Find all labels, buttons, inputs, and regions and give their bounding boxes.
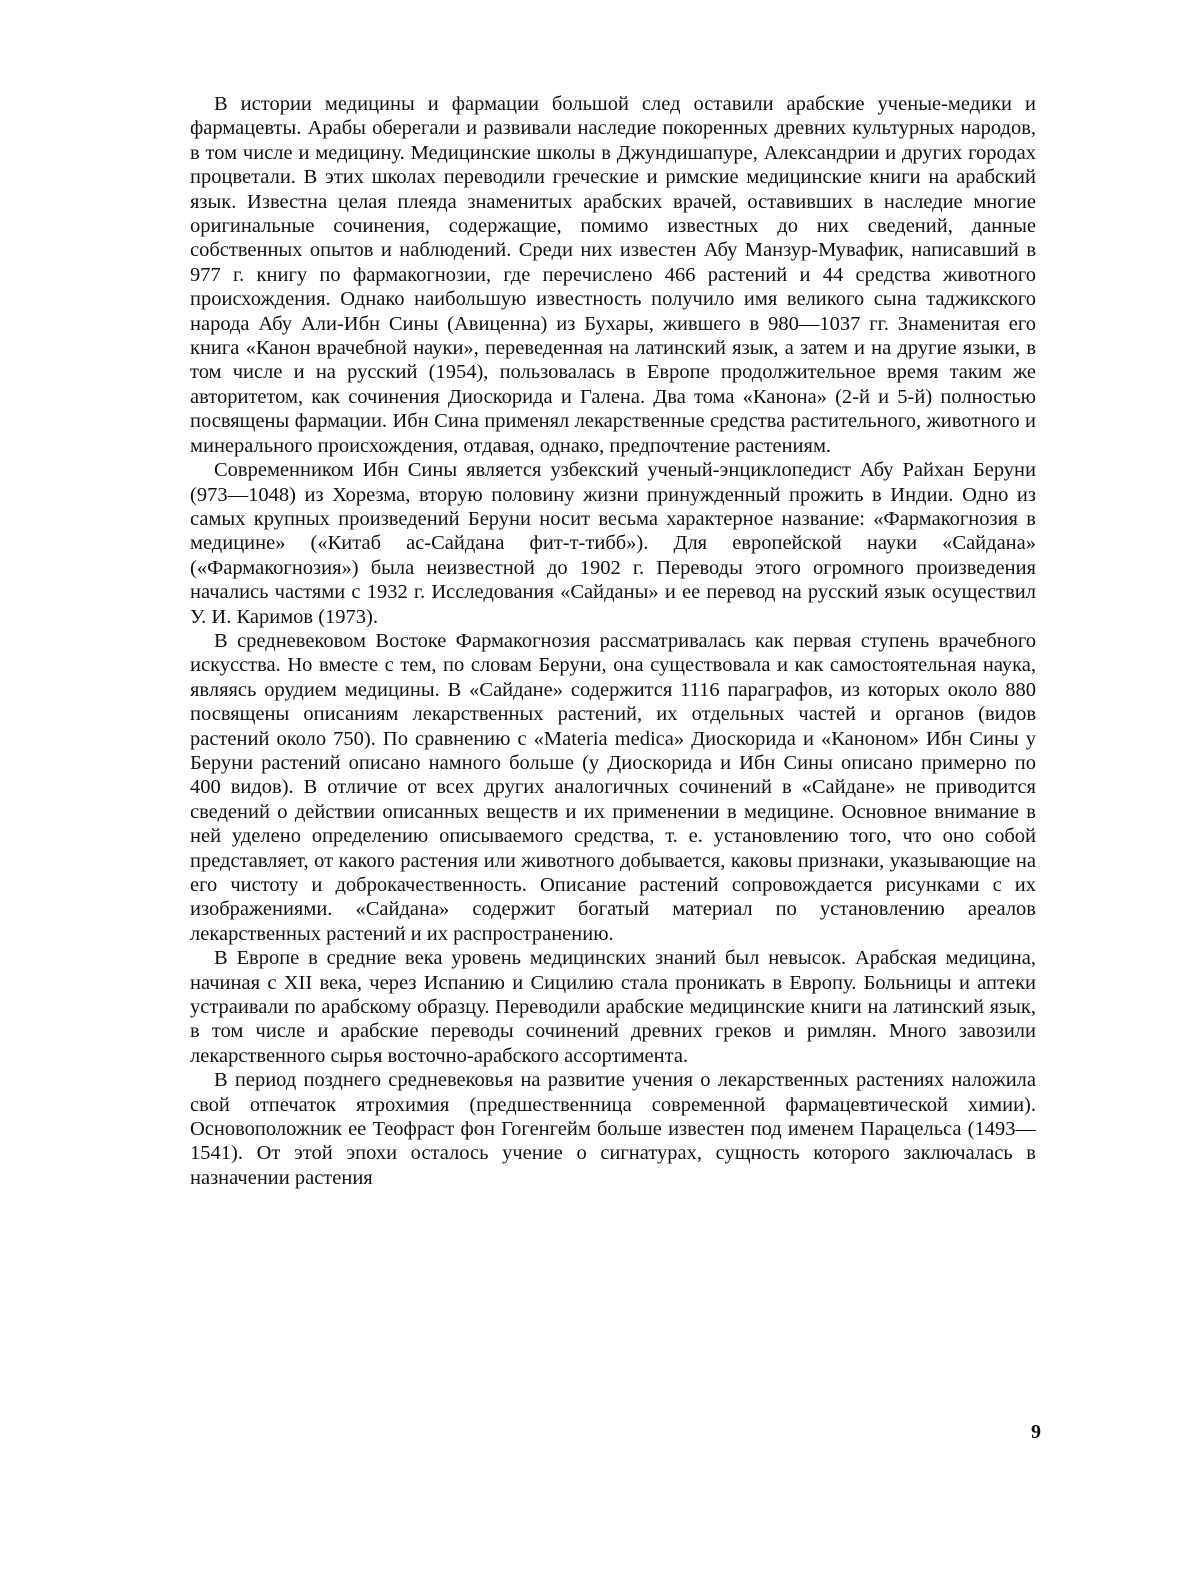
paragraph-saidana: В средневековом Востоке Фармакогнозия рассматривалась как первая ступень врачебного искусства. Но вместе с тем, по словам Беруни, она существовала и как самостоятельная наука, являясь орудием медицины. В «Сайдане» содержится 1116 параграфов, из которых около 880 посвящены описаниям лекарственных растений, их отдельных частей и органов (видов растений около 750). По сравнению с «Materia medica» Диоскорида и «Каноном» Ибн Сины у Беруни растений описано намного больше (у Диоскорида и Ибн Сины описано примерно по 400 видов). В отличие от всех других аналогичных сочинений в «Сайдане» не приводится сведений о действии описанных веществ и их применении в медицине. Основное внимание в ней уделено определению описываемого средства, т. е. установлению того, что оно собой представляет, от какого растения или животного добывается, каковы признаки, указывающие на его чистоту и доброкачественность. Описание растений сопровождается рисунками с их изображениями. «Сайдана» содержит богатый материал по установлению ареалов лекарственных растений и их распространению. [190, 629, 1036, 945]
paragraph-europe-middle-ages: В Европе в средние века уровень медицинских знаний был невысок. Арабская медицина, начиная с XII века, через Испанию и Сицилию стала проникать в Европу. Больницы и аптеки устраивали по арабскому образцу. Переводили арабские медицинские книги на латинский язык, в том числе и арабские переводы сочинений древних греков и римлян. Много завозили лекарственного сырья восточно-арабского ассортимента. [190, 947, 1036, 1067]
paragraph-iatrochemistry: В период позднего средневековья на развитие учения о лекарственных растениях наложила свой отпечаток ятрохимия (предшественница современной фармацевтической химии). Основоположник ее Теофраст фон Гогенгейм больше известен под именем Парацельса (1493—1541). От этой эпохи осталось учение о сигнатурах, сущность которого заключалась в назначении растения [190, 1069, 1036, 1189]
paragraph-beruni: Современником Ибн Сины является узбекский ученый-энциклопедист Абу Райхан Беруни (973—1048) из Хорезма, вторую половину жизни принужденный прожить в Индии. Одно из самых крупных произведений Беруни носит весьма характерное название: «Фармакогнозия в медицине» («Китаб ас-Сайдана фит-т-тибб»). Для европейской науки «Сайдана» («Фармакогнозия») была неизвестной до 1902 г. Переводы этого огромного произведения начались частями с 1932 г. Исследования «Сайданы» и ее перевод на русский язык осуществил У. И. Каримов (1973). [190, 459, 1036, 628]
paragraph-arab-medicine: В истории медицины и фармации большой след оставили арабские ученые-медики и фармацевты. Арабы оберегали и развивали наследие покоренных древних культурных народов, в том числе и медицину. Медицинские школы в Джундишапуре, Александрии и других городах процветали. В этих школах переводили греческие и римские медицинские книги на арабский язык. Известна целая плеяда знаменитых арабских врачей, оставивших в наследие многие оригинальные сочинения, содержащие, помимо известных до них сведений, данные собственных опытов и наблюдений. Среди них известен Абу Манзур-Мувафик, написавший в 977 г. книгу по фармакогнозии, где перечислено 466 растений и 44 средства животного происхождения. Однако наибольшую известность получило имя великого сына таджикского народа Абу Али-Ибн Сины (Авиценна) из Бухары, жившего в 980—1037 гг. Знаменитая его книга «Канон врачебной науки», переведенная на латинский язык, а затем и на другие языки, в том числе и на русский (1954), пользовалась в Европе продолжительное время таким же авторитетом, как сочинения Диоскорида и Галена. Два тома «Канона» (2-й и 5-й) полностью посвящены фармации. Ибн Сина применял лекарственные средства растительного, животного и минерального происхождения, отдавая, однако, предпочтение растениям. [190, 93, 1036, 457]
body-text [190, 92, 1036, 1190]
page-number: 9 [1031, 1421, 1041, 1443]
